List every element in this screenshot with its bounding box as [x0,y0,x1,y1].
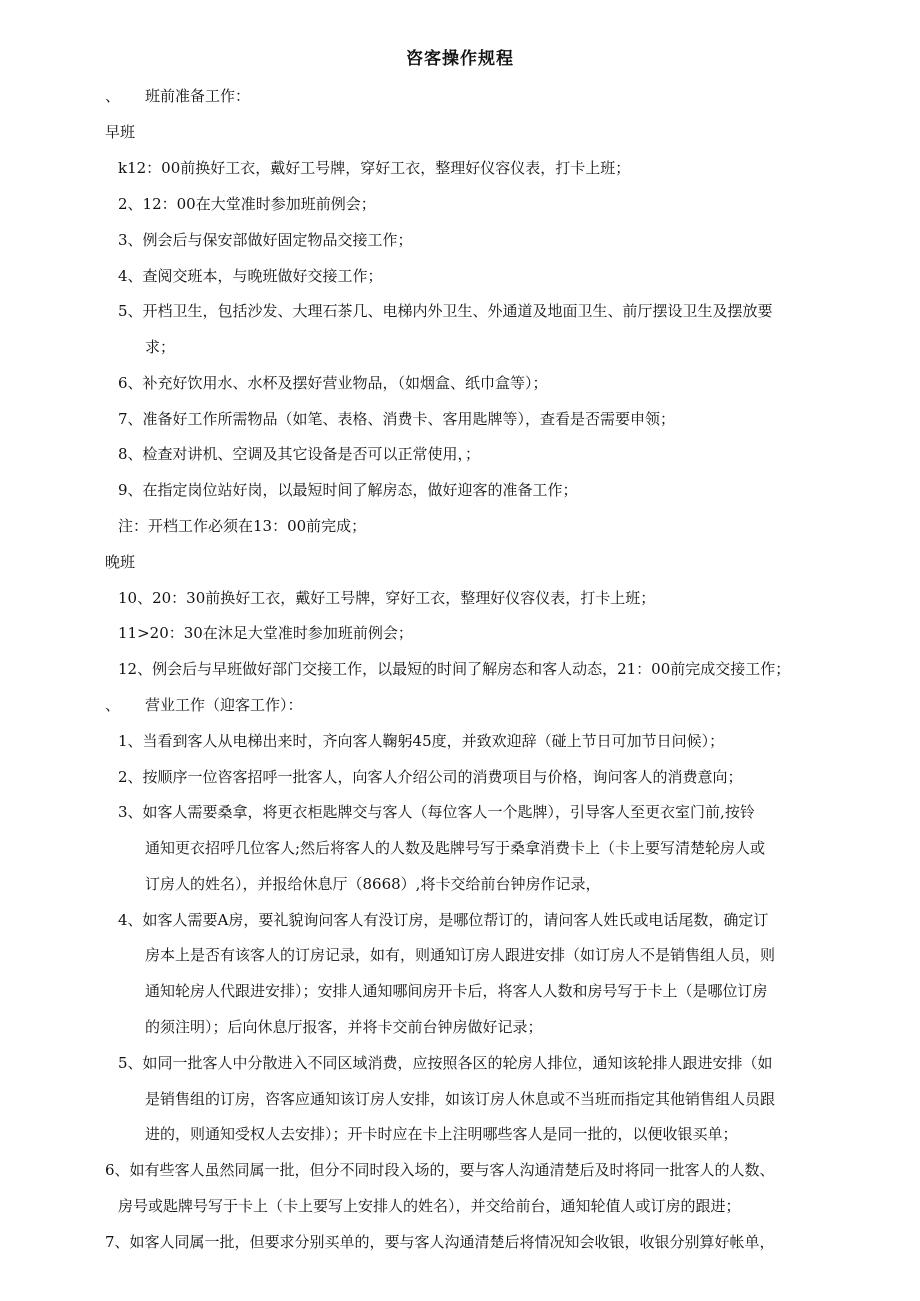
section-marker: 、 [105,87,121,105]
list-item: 5、如同一批客人中分散进入不同区域消费，应按照各区的轮房人排位，通知该轮排人跟进安排（如 [118,1054,773,1072]
list-item: 3、如客人需要桑拿，将更衣柜匙牌交与客人（每位客人一个匙牌），引导客人至更衣室门前,按铃 [118,803,755,821]
document-title: 咨客操作规程 [406,49,514,69]
list-item: 3、例会后与保安部做好固定物品交接工作； [118,231,413,249]
list-item: 6、补充好饮用水、水杯及摆好营业物品，（如烟盒、纸巾盒等）； [118,374,548,392]
subheading-morning-shift: 早班 [105,123,136,141]
list-item: 11>20：30在沐足大堂准时参加班前例会； [118,624,413,642]
subheading-evening-shift: 晚班 [105,553,136,571]
section-marker: 、 [105,696,121,714]
list-item-continuation: 通知更衣招呼几位客人;然后将客人的人数及匙牌号写于桑拿消费卡上（卡上要写清楚轮房人或 [145,839,766,857]
list-item: 7、准备好工作所需物品（如笔、表格、消费卡、客用匙牌等），查看是否需要申领； [118,410,676,428]
list-item: 4、查阅交班本，与晚班做好交接工作； [118,267,383,285]
list-item: 4、如客人需要A房，要礼貌询问客人有没订房，是哪位帮订的，请问客人姓氏或电话尾数，确定订 [118,911,769,929]
section-heading-text: 班前准备工作： [145,87,251,105]
list-item: k12：00前换好工衣，戴好工号牌，穿好工衣，整理好仪容仪表，打卡上班； [118,159,631,177]
list-item-continuation: 通知轮房人代跟进安排）；安排人通知哪间房开卡后，将客人人数和房号写于卡上（是哪位订房 [145,982,768,1000]
list-item: 1、当看到客人从电梯出来时，齐向客人鞠躬45度，并致欢迎辞（碰上节日可加节日问候）； [118,732,725,750]
list-item-continuation: 求； [145,338,176,356]
list-item: 6、如有些客人虽然同属一批，但分不同时段入场的，要与客人沟通清楚后及时将同一批客人的人数、 [105,1161,775,1179]
section-heading-pre-shift [105,86,250,106]
section-heading-business [105,695,303,715]
list-item: 9、在指定岗位站好岗，以最短时间了解房态，做好迎客的准备工作； [118,481,578,499]
list-item-continuation: 订房人的姓名），并报给休息厅（8668）,将卡交给前台钟房作记录， [145,875,601,893]
list-item-continuation: 是销售组的订房，咨客应通知该订房人安排，如该订房人休息或不当班而指定其他销售组人员跟 [145,1090,776,1108]
list-item: 2、12：00在大堂准时参加班前例会； [118,195,376,213]
list-item: 12、例会后与早班做好部门交接工作，以最短的时间了解房态和客人动态，21：00前完成交接工作； [118,660,791,678]
note-text: 注：开档工作必须在13：00前完成； [118,517,367,535]
list-item: 7、如客人同属一批，但要求分别买单的，要与客人沟通清楚后将情况知会收银，收银分别算好帐单， [105,1233,775,1251]
list-item: 10、20：30前换好工衣，戴好工号牌，穿好工衣，整理好仪容仪表，打卡上班； [118,589,656,607]
list-item-continuation: 进的，则通知受权人去安排）；开卡时应在卡上注明哪些客人是同一批的，以便收银买单； [145,1125,738,1143]
list-item: 2、按顺序一位咨客招呼一批客人，向客人介绍公司的消费项目与价格，询问客人的消费意向； [118,768,743,786]
list-item-continuation: 的须注明）；后向休息厅报客，并将卡交前台钟房做好记录； [145,1018,543,1036]
list-item-continuation: 房本上是否有该客人的订房记录，如有，则通知订房人跟进安排（如订房人不是销售组人员，则 [145,946,776,964]
list-item: 5、开档卫生，包括沙发、大理石茶几、电梯内外卫生、外通道及地面卫生、前厅摆设卫生及摆放要 [118,302,773,320]
list-item: 8、检查对讲机、空调及其它设备是否可以正常使用，； [118,445,481,463]
section-heading-text: 营业工作（迎客工作）： [145,696,303,714]
list-item-continuation: 房号或匙牌号写于卡上（卡上要写上安排人的姓名），并交给前台，通知轮值人或订房的跟进； [118,1197,741,1215]
